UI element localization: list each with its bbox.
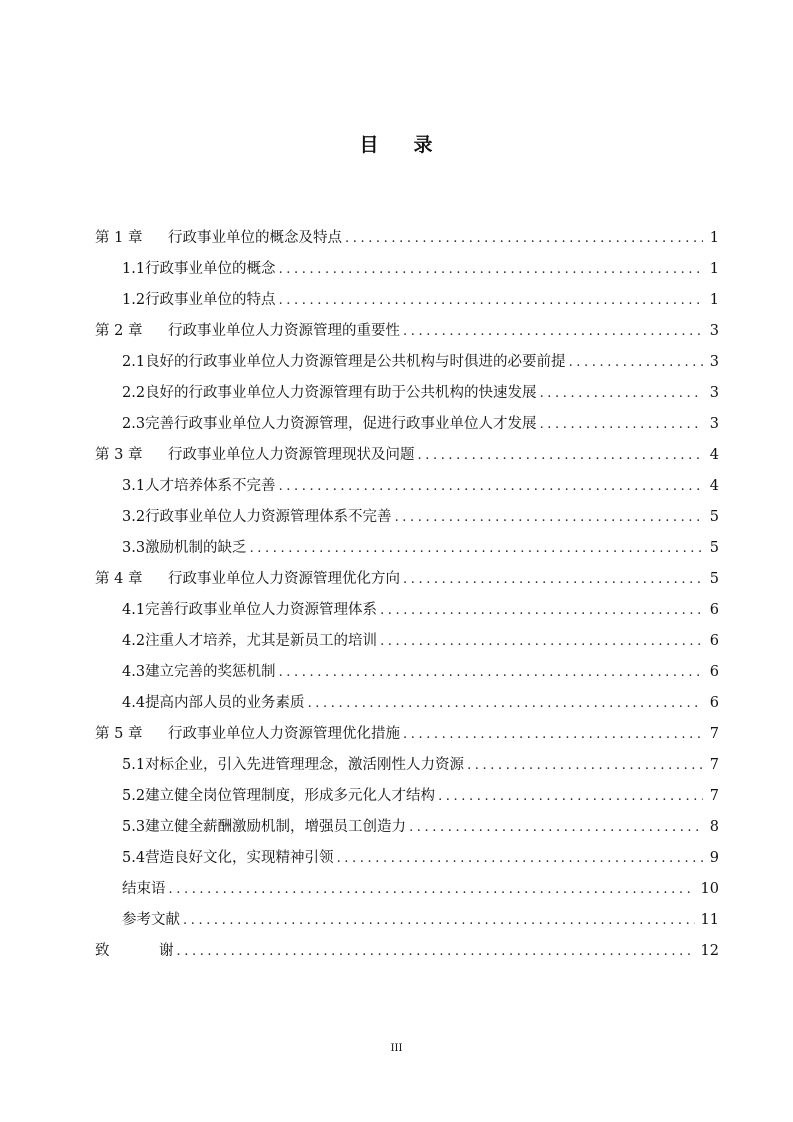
toc-leader: [279, 480, 703, 493]
toc-page: 4: [709, 478, 719, 495]
toc-leader: [438, 790, 703, 803]
toc-section-5-3[interactable]: [95, 812, 719, 843]
toc-title: 完善行政事业单位人力资源管理，促进行政事业单位人才发展: [145, 416, 537, 433]
toc-title: 行政事业单位人力资源管理优化方向: [168, 571, 400, 588]
toc-page: 9: [709, 850, 719, 867]
toc-number: 2.2: [122, 385, 146, 402]
toc-page: 6: [709, 633, 719, 650]
toc-leader: [279, 294, 703, 307]
page-title: [0, 130, 793, 157]
toc-chapter-3[interactable]: [95, 440, 719, 471]
toc-number: 5.1: [122, 757, 146, 774]
toc-leader: [279, 263, 703, 276]
toc-number: 3.2: [122, 509, 146, 526]
toc-leader: [250, 542, 703, 555]
toc-number: 第 2 章: [95, 323, 143, 340]
toc-number: 4.1: [122, 602, 146, 619]
toc-page: 3: [709, 354, 719, 371]
toc-leader: [395, 511, 703, 524]
toc-number: 5.4: [122, 850, 146, 867]
toc-leader: [337, 852, 703, 865]
toc-section-2-2[interactable]: [95, 378, 719, 409]
toc-section-2-3[interactable]: [95, 409, 719, 440]
toc-number: 3.1: [122, 478, 146, 495]
toc-number: 3.3: [122, 540, 146, 557]
toc-leader: [540, 418, 703, 431]
toc-title: 行政事业单位人力资源管理的重要性: [168, 323, 400, 340]
toc-title: 建立健全薪酬激励机制，增强员工创造力: [145, 819, 407, 836]
toc-number: 致: [95, 943, 110, 960]
toc-section-1-2[interactable]: [95, 285, 719, 316]
toc-title: 良好的行政事业单位人力资源管理是公共机构与时俱进的必要前提: [145, 354, 566, 371]
toc-page: 7: [709, 726, 719, 743]
toc-title: 行政事业单位的概念及特点: [168, 230, 342, 247]
toc-section-3-2[interactable]: [95, 502, 719, 533]
toc-leader: [308, 697, 703, 710]
toc-page: 10: [700, 881, 719, 898]
toc-page: 5: [709, 571, 719, 588]
toc-number: 第 4 章: [95, 571, 143, 588]
toc-title: 良好的行政事业单位人力资源管理有助于公共机构的快速发展: [145, 385, 537, 402]
toc-page: 5: [709, 509, 719, 526]
toc-number: 4.3: [122, 664, 146, 681]
toc-title: 提高内部人员的业务素质: [145, 695, 305, 712]
toc-page: 1: [709, 292, 719, 309]
toc-section-2-1[interactable]: [95, 347, 719, 378]
title-char-2: 录: [413, 134, 434, 156]
toc-title: 对标企业，引入先进管理理念，激活刚性人力资源: [145, 757, 465, 774]
toc-chapter-4[interactable]: [95, 564, 719, 595]
toc-title: 行政事业单位人力资源管理现状及问题: [168, 447, 415, 464]
toc-page: 6: [709, 664, 719, 681]
toc-leader: [380, 635, 703, 648]
toc-leader: [177, 945, 695, 958]
toc-references[interactable]: [95, 905, 719, 936]
toc-leader: [569, 356, 703, 369]
toc-title: 行政事业单位人力资源管理体系不完善: [145, 509, 392, 526]
toc-title: 营造良好文化，实现精神引领: [145, 850, 334, 867]
toc-chapter-5[interactable]: [95, 719, 719, 750]
toc-leader: [467, 759, 703, 772]
toc-title: 行政事业单位人力资源管理优化措施: [168, 726, 400, 743]
toc-title: 参考文献: [122, 912, 180, 929]
toc-leader: [380, 604, 703, 617]
toc-section-4-1[interactable]: [95, 595, 719, 626]
toc-leader: [183, 914, 695, 927]
toc-title: 建立完善的奖惩机制: [145, 664, 276, 681]
toc-section-5-1[interactable]: [95, 750, 719, 781]
toc-leader: [540, 387, 703, 400]
toc-title: 建立健全岗位管理制度，形成多元化人才结构: [145, 788, 436, 805]
toc-section-1-1[interactable]: [95, 254, 719, 285]
toc-section-4-3[interactable]: [95, 657, 719, 688]
toc-section-5-2[interactable]: [95, 781, 719, 812]
toc-number: 2.3: [122, 416, 146, 433]
toc-number: 2.1: [122, 354, 146, 371]
toc-page: 1: [709, 230, 719, 247]
toc-page: 4: [709, 447, 719, 464]
toc-chapter-2[interactable]: [95, 316, 719, 347]
toc-number: 4.4: [122, 695, 146, 712]
toc-leader: [169, 883, 695, 896]
toc-page: 7: [709, 788, 719, 805]
toc-number: 第 1 章: [95, 230, 143, 247]
toc-page: 3: [709, 416, 719, 433]
toc-section-3-3[interactable]: [95, 533, 719, 564]
toc-section-4-4[interactable]: [95, 688, 719, 719]
toc-section-5-4[interactable]: [95, 843, 719, 874]
toc-number: 5.3: [122, 819, 146, 836]
toc-title: 注重人才培养，尤其是新员工的培训: [145, 633, 378, 650]
toc-page: 8: [709, 819, 719, 836]
toc-page: 11: [700, 912, 719, 929]
toc-leader: [403, 325, 703, 338]
table-of-contents: [95, 223, 719, 967]
toc-conclusion[interactable]: [95, 874, 719, 905]
toc-leader: [403, 728, 703, 741]
toc-leader: [409, 821, 703, 834]
toc-leader: [345, 232, 703, 245]
toc-page: 3: [709, 385, 719, 402]
toc-number: 第 3 章: [95, 447, 143, 464]
toc-page: 1: [709, 261, 719, 278]
toc-number: 5.2: [122, 788, 146, 805]
toc-leader: [279, 666, 703, 679]
toc-leader: [403, 573, 703, 586]
toc-page: 7: [709, 757, 719, 774]
page-number: III: [390, 1043, 403, 1054]
toc-number: 1.1: [122, 261, 146, 278]
toc-page: 6: [709, 695, 719, 712]
toc-page: 12: [700, 943, 719, 960]
toc-number: 第 5 章: [95, 726, 143, 743]
title-char-1: 目: [359, 134, 380, 156]
toc-title: 谢: [159, 943, 174, 960]
toc-section-4-2[interactable]: [95, 626, 719, 657]
toc-title: 行政事业单位的概念: [145, 261, 276, 278]
toc-title: 激励机制的缺乏: [145, 540, 247, 557]
toc-title: 完善行政事业单位人力资源管理体系: [145, 602, 378, 619]
toc-title: 结束语: [122, 881, 166, 898]
toc-leader: [418, 449, 704, 462]
toc-number: 1.2: [122, 292, 146, 309]
toc-page: 6: [709, 602, 719, 619]
toc-acknowledgements[interactable]: [95, 936, 719, 967]
toc-chapter-1[interactable]: [95, 223, 719, 254]
toc-page: 5: [709, 540, 719, 557]
toc-title: 人才培养体系不完善: [145, 478, 276, 495]
toc-number: 4.2: [122, 633, 146, 650]
toc-page: 3: [709, 323, 719, 340]
toc-section-3-1[interactable]: [95, 471, 719, 502]
toc-title: 行政事业单位的特点: [145, 292, 276, 309]
